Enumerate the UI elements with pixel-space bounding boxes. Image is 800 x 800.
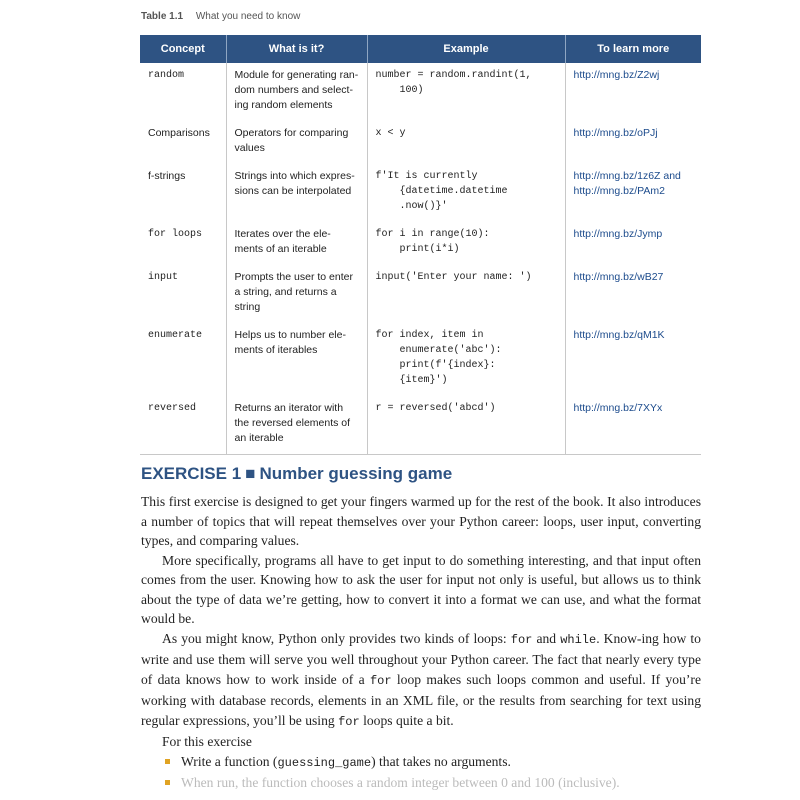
example-code-line: print(i*i): [375, 244, 460, 255]
reference-link[interactable]: http://mng.bz/wB27: [573, 271, 664, 283]
cell-learn-more: [565, 222, 701, 265]
table-row: [140, 323, 701, 396]
table-body: [140, 63, 701, 455]
code-while: while: [560, 632, 597, 647]
example-code-line: input('Enter your name: '): [375, 272, 532, 283]
list-item: [141, 752, 701, 774]
example-code-line: r = reversed('abcd'): [375, 403, 496, 414]
example-code-line: print(f'{index}:: [375, 360, 496, 371]
code-for: for: [369, 673, 392, 688]
example-code-line: 100): [375, 85, 424, 96]
table-header-row: [140, 35, 701, 63]
text-span: As you might know, Python only provides two kinds of loops:: [162, 630, 511, 646]
cell-what: Iterates over the ele-ments of an iterable: [226, 222, 367, 265]
paragraph-input: More specifically, programs all have to get input to do something interesting, and that input often comes from the user. Knowing how to ask the user for input not only is useful, but allows us to think about the type of data we’re getting, how to convert it into a format we can use, and what the format would be.: [141, 552, 701, 626]
example-code-line: for i in range(10):: [375, 229, 490, 240]
bullet-square-icon: [165, 759, 170, 764]
table-caption: [141, 11, 300, 22]
header-example: Example: [367, 35, 565, 63]
cell-what: Operators for comparing values: [226, 121, 367, 164]
example-code-line: {datetime.datetime: [375, 186, 508, 197]
reference-link[interactable]: http://mng.bz/oPJj: [573, 127, 658, 139]
reference-link[interactable]: http://mng.bz/Jymp: [573, 228, 663, 240]
header-what: What is it?: [226, 35, 367, 63]
table-caption-text: What you need to know: [195, 11, 301, 22]
cell-example: [367, 164, 565, 222]
example-code-line: x < y: [375, 128, 406, 139]
cell-concept: reversed: [140, 396, 226, 455]
cell-example: [367, 121, 565, 164]
exercise-separator: ■: [245, 464, 256, 483]
cell-learn-more: [565, 323, 701, 396]
cell-concept: f-strings: [140, 164, 226, 222]
reference-link[interactable]: http://mng.bz/1z6Z and: [573, 170, 681, 182]
table-row: [140, 121, 701, 164]
text-span: loop makes such loops common and useful. If you’re working with database records, elements in an XML file, or the results from searching for text using regular expressions, you’ll be using: [141, 671, 701, 728]
bullet-square-icon: [165, 780, 170, 785]
cell-what: Strings into which expres-sions can be interpolated: [226, 164, 367, 222]
table-row: [140, 396, 701, 455]
code-for: for: [510, 632, 533, 647]
cell-learn-more: [565, 164, 701, 222]
table-row: [140, 164, 701, 222]
text-span: ) that takes no arguments.: [371, 753, 511, 769]
text-span: loops quite a bit.: [359, 712, 454, 728]
text-span: and: [532, 630, 561, 646]
table-caption-number: Table 1.1: [141, 11, 184, 22]
cell-example: [367, 222, 565, 265]
reference-link[interactable]: http://mng.bz/Z2wj: [573, 69, 660, 81]
reference-link[interactable]: http://mng.bz/PAm2: [573, 185, 665, 197]
list-item-text: When run, the function chooses a random integer between 0 and 100 (inclusive).: [181, 775, 620, 790]
reference-link[interactable]: http://mng.bz/7XYx: [573, 402, 663, 414]
cell-learn-more: [565, 265, 701, 323]
table-row: [140, 222, 701, 265]
cell-learn-more: [565, 63, 701, 121]
paragraph-loops: [141, 629, 701, 733]
list-item: [141, 773, 701, 793]
cell-concept: input: [140, 265, 226, 323]
example-code-line: {item}'): [375, 375, 448, 386]
cell-concept: for loops: [140, 222, 226, 265]
example-code-line: enumerate('abc'):: [375, 345, 502, 356]
exercise-label: EXERCISE 1: [141, 464, 242, 483]
code-for: for: [338, 714, 360, 729]
example-code-line: number = random.randint(1,: [375, 70, 532, 81]
paragraph-exercise-intro: For this exercise: [162, 734, 252, 749]
cell-learn-more: [565, 121, 701, 164]
text-span: . Know-ing how to write and use them will serve you well throughout your Python career. The fact that nearly every type of data knows how to work inside of a: [141, 630, 701, 687]
cell-what: Module for generating ran-dom numbers and select-ing random elements: [226, 63, 367, 121]
header-learn-more: To learn more: [565, 35, 701, 63]
cell-what: Helps us to number ele-ments of iterables: [226, 323, 367, 396]
code-guessing-game: guessing_game: [277, 755, 372, 770]
cell-concept: Comparisons: [140, 121, 226, 164]
cell-concept: enumerate: [140, 323, 226, 396]
header-concept: Concept: [140, 35, 226, 63]
reference-link[interactable]: http://mng.bz/qM1K: [573, 329, 665, 341]
cell-example: [367, 63, 565, 121]
table-row: [140, 63, 701, 121]
cell-example: [367, 323, 565, 396]
example-code-line: for index, item in: [375, 330, 484, 341]
exercise-heading: [141, 464, 452, 484]
body-text: [141, 492, 701, 793]
table-row: [140, 265, 701, 323]
text-span: Write a function (: [181, 753, 278, 769]
requirements-list: [141, 752, 701, 793]
example-code-line: f'It is currently: [375, 171, 478, 182]
cell-what: Prompts the user to enter a string, and returns a string: [226, 265, 367, 323]
cell-example: [367, 265, 565, 323]
cell-learn-more: [565, 396, 701, 455]
example-code-line: .now()}': [375, 201, 448, 212]
cell-what: Returns an iterator with the reversed elements of an iterable: [226, 396, 367, 455]
cell-concept: random: [140, 63, 226, 121]
exercise-title: Number guessing game: [259, 464, 453, 483]
cell-example: [367, 396, 565, 455]
knowledge-table: [140, 35, 701, 455]
paragraph-intro: This first exercise is designed to get your fingers warmed up for the rest of the book. It also introduces a number of topics that will repeat themselves over your Python career: loops, user input, converting types, and comparing values.: [141, 494, 701, 548]
